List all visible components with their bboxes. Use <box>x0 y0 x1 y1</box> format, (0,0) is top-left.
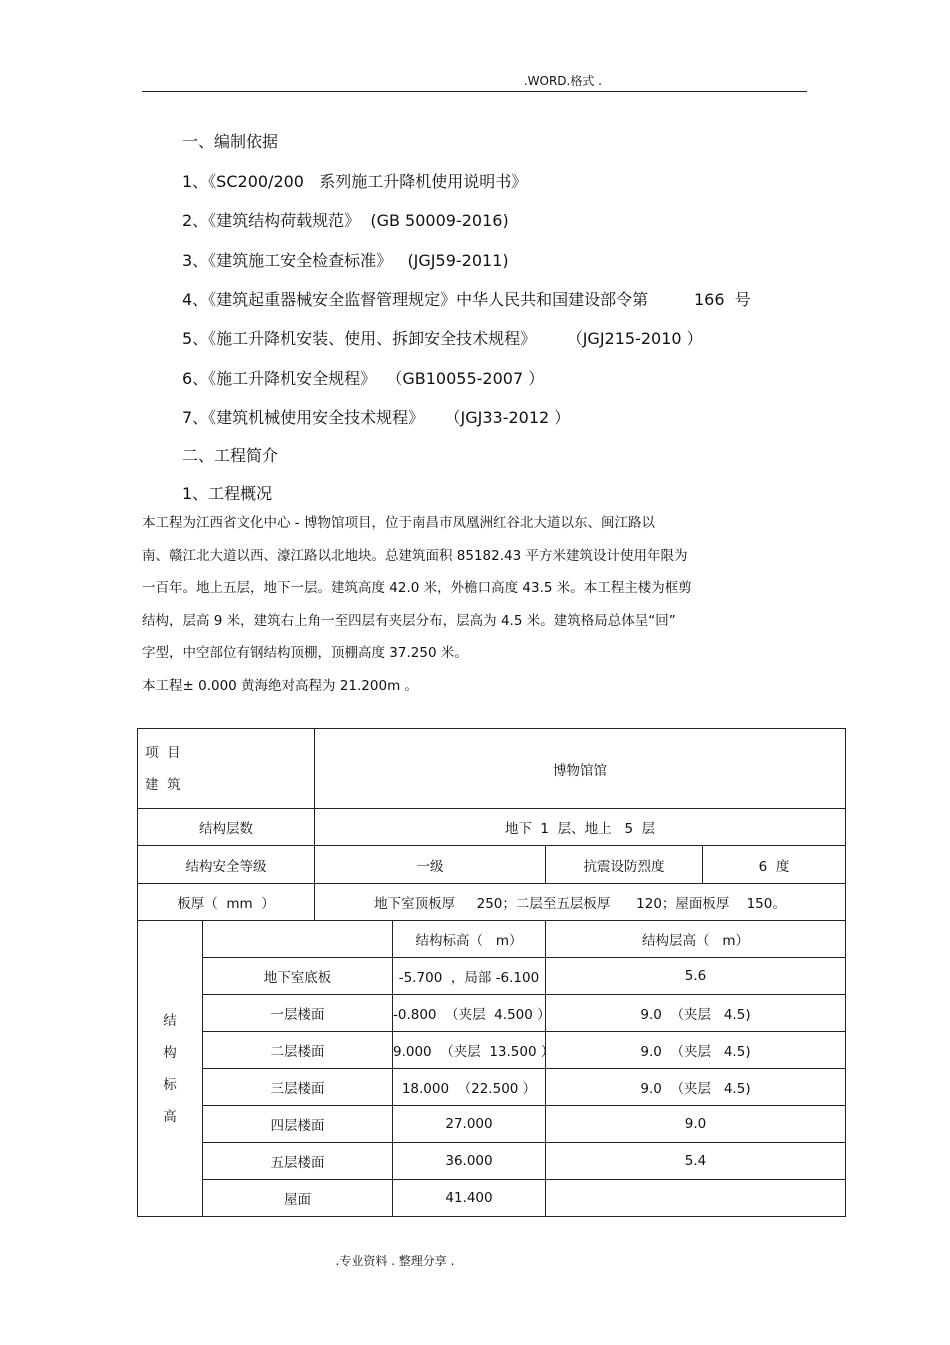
blank-header-cell <box>203 921 393 958</box>
table-row <box>138 1143 846 1180</box>
paragraph-line: 南、赣江北大道以西、濠江路以北地块。总建筑面积 85182.43 平方米建筑设计使用年限为 <box>142 547 688 564</box>
floor-name: 二层楼面 <box>203 1032 393 1069</box>
project-overview-paragraph <box>142 507 807 702</box>
paragraph-line: 本工程± 0.000 黄海绝对高程为 21.200m 。 <box>142 677 419 694</box>
table-row <box>138 1106 846 1143</box>
floor-name: 一层楼面 <box>203 995 393 1032</box>
project-label-cell <box>138 729 315 809</box>
table-row <box>138 1032 846 1069</box>
floor-name: 三层楼面 <box>203 1069 393 1106</box>
project-value: 博物馆馆 <box>315 729 846 809</box>
reference-item: 1、《SC200/200 系列施工升降机使用说明书》 <box>182 172 528 191</box>
floor-elevation: 41.400 <box>393 1180 546 1217</box>
floor-height: 9.0 （夹层 4.5) <box>546 1069 846 1106</box>
project-label: 项 目 <box>145 744 181 761</box>
reference-item: 2、《建筑结构荷载规范》 (GB 50009-2016) <box>182 211 509 230</box>
safety-grade-label: 结构安全等级 <box>138 846 315 884</box>
floor-name: 地下室底板 <box>203 958 393 995</box>
floor-height: 5.4 <box>546 1143 846 1180</box>
floor-elevation: 9.000 （夹层 13.500 ） <box>393 1032 546 1069</box>
subsection-title: 1、工程概况 <box>182 484 273 503</box>
paragraph-line: 一百年。地上五层，地下一层。建筑高度 42.0 米，外檐口高度 43.5 米。本工程主楼为框剪 <box>142 580 692 596</box>
seismic-cell <box>546 846 846 884</box>
slab-thickness-value: 地下室顶板厚 250；二层至五层板厚 120；屋面板厚 150。 <box>315 884 846 921</box>
table-row <box>138 1069 846 1106</box>
elevation-column-header: 结构标高（ m） <box>393 921 546 958</box>
reference-item: 3、《建筑施工安全检查标准》 (JGJ59-2011) <box>182 251 509 270</box>
page-footer: .专业资料 . 整理分享 . <box>335 1254 455 1268</box>
structure-elevation-side-label <box>138 921 203 1217</box>
side-char: 标 <box>163 1076 177 1093</box>
side-char: 构 <box>163 1044 177 1061</box>
floor-height: 9.0 （夹层 4.5) <box>546 995 846 1032</box>
table-row <box>138 995 846 1032</box>
floor-name: 五层楼面 <box>203 1143 393 1180</box>
floor-name: 屋面 <box>203 1180 393 1217</box>
table-row <box>138 958 846 995</box>
floor-elevation: 27.000 <box>393 1106 546 1143</box>
reference-item: 7、《建筑机械使用安全技术规程》 （JGJ33-2012 ） <box>182 408 571 427</box>
seismic-label: 抗震设防烈度 <box>546 846 703 883</box>
section2-title: 二、工程简介 <box>182 446 279 465</box>
reference-item: 4、《建筑起重器械安全监督管理规定》中华人民共和国建设部令第 166 号 <box>182 290 751 309</box>
floor-elevation: -0.800 （夹层 4.500 ） <box>393 995 546 1032</box>
floor-height: 9.0 （夹层 4.5) <box>546 1032 846 1069</box>
building-label: 建 筑 <box>145 776 181 793</box>
paragraph-line: 本工程为江西省文化中心 - 博物馆项目，位于南昌市凤凰洲红谷北大道以东、闽江路以 <box>142 515 655 531</box>
paragraph-line: 结构，层高 9 米，建筑右上角一至四层有夹层分布，层高为 4.5 米。建筑格局总体呈“回” <box>142 612 676 629</box>
floor-height: 9.0 <box>546 1106 846 1143</box>
paragraph-line: 字型，中空部位有钢结构顶棚，顶棚高度 37.250 米。 <box>142 645 468 661</box>
floor-height <box>546 1180 846 1217</box>
floor-elevation: 18.000 （22.500 ） <box>393 1069 546 1106</box>
side-char: 高 <box>163 1108 177 1125</box>
floors-label: 结构层数 <box>138 809 315 846</box>
table-row <box>138 1180 846 1217</box>
section1-title: 一、编制依据 <box>182 132 279 151</box>
page-header <box>142 70 807 92</box>
reference-item: 5、《施工升降机安装、使用、拆卸安全技术规程》 （JGJ215-2010 ） <box>182 329 703 348</box>
reference-item: 6、《施工升降机安全规程》 （GB10055-2007 ） <box>182 369 545 388</box>
seismic-value: 6 度 <box>758 858 790 875</box>
slab-thickness-label: 板厚（ mm ） <box>138 884 315 921</box>
structure-table <box>137 728 846 1217</box>
floor-elevation: -5.700 ，局部 -6.100 <box>393 958 546 995</box>
floors-value: 地下 1 层、地上 5 层 <box>315 809 846 846</box>
floor-elevation: 36.000 <box>393 1143 546 1180</box>
safety-grade-value: 一级 <box>315 846 546 884</box>
height-column-header: 结构层高（ m） <box>546 921 846 958</box>
floor-name: 四层楼面 <box>203 1106 393 1143</box>
floor-height: 5.6 <box>546 958 846 995</box>
header-text: .WORD.格式 . <box>523 74 602 88</box>
side-char: 结 <box>163 1012 177 1029</box>
